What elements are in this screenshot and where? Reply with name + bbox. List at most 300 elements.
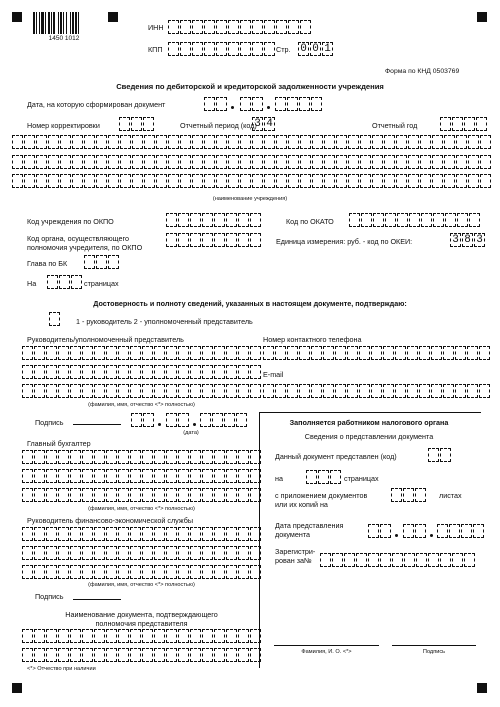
entry-cell[interactable] xyxy=(118,527,129,541)
entry-cell[interactable] xyxy=(216,135,227,149)
entry-cell[interactable] xyxy=(443,384,454,398)
entry-cell[interactable] xyxy=(120,174,131,188)
head-fio-row[interactable] xyxy=(22,365,262,379)
entry-cell[interactable] xyxy=(216,155,227,169)
entry-cell[interactable] xyxy=(332,553,343,567)
entry-cell[interactable] xyxy=(228,42,239,56)
entry-cell[interactable] xyxy=(202,469,213,483)
correction-field[interactable] xyxy=(119,117,155,131)
entry-cell[interactable] xyxy=(312,135,323,149)
entry-cell[interactable] xyxy=(24,155,35,169)
entry-cell[interactable] xyxy=(46,488,57,502)
entry-cell[interactable] xyxy=(190,365,201,379)
kpp-field[interactable] xyxy=(168,42,276,56)
entry-cell[interactable] xyxy=(419,346,430,360)
entry-cell[interactable] xyxy=(46,629,57,643)
entry-cell[interactable] xyxy=(82,384,93,398)
entry-cell[interactable] xyxy=(403,488,414,502)
entry-cell[interactable] xyxy=(433,213,444,227)
entry-cell[interactable] xyxy=(82,469,93,483)
entry-cell[interactable] xyxy=(238,488,249,502)
entry-cell[interactable] xyxy=(190,629,201,643)
entry-cell[interactable] xyxy=(428,448,439,462)
entry-cell[interactable] xyxy=(202,488,213,502)
entry-cell[interactable] xyxy=(47,275,58,289)
entry-cell[interactable] xyxy=(190,469,201,483)
period-field[interactable] xyxy=(252,117,276,131)
entry-cell[interactable] xyxy=(444,135,455,149)
entry-cell[interactable] xyxy=(226,233,237,247)
official-sign-line[interactable] xyxy=(392,645,476,646)
entry-cell[interactable] xyxy=(96,135,107,149)
entry-cell[interactable] xyxy=(166,233,177,247)
entry-cell[interactable] xyxy=(166,365,177,379)
entry-cell[interactable] xyxy=(178,546,189,560)
entry-cell[interactable] xyxy=(428,553,439,567)
entry-cell[interactable] xyxy=(361,213,372,227)
entry-cell[interactable] xyxy=(192,135,203,149)
tax-pages-field[interactable] xyxy=(306,470,342,484)
entry-cell[interactable] xyxy=(70,384,81,398)
chapter-field[interactable] xyxy=(84,255,120,269)
entry-cell[interactable] xyxy=(119,117,130,131)
entry-cell[interactable] xyxy=(49,312,60,326)
entry-cell[interactable] xyxy=(118,384,129,398)
entry-cell[interactable] xyxy=(166,413,177,427)
entry-cell[interactable] xyxy=(216,174,227,188)
entry-cell[interactable] xyxy=(250,213,261,227)
entry-cell[interactable] xyxy=(82,488,93,502)
entry-cell[interactable] xyxy=(22,565,33,579)
entry-cell[interactable] xyxy=(311,346,322,360)
entry-cell[interactable] xyxy=(46,365,57,379)
entry-cell[interactable] xyxy=(306,470,317,484)
entry-cell[interactable] xyxy=(409,213,420,227)
entry-cell[interactable] xyxy=(130,488,141,502)
entry-cell[interactable] xyxy=(118,450,129,464)
entry-cell[interactable] xyxy=(212,413,223,427)
entry-cell[interactable] xyxy=(250,365,261,379)
entry-cell[interactable] xyxy=(238,648,249,662)
entry-cell[interactable] xyxy=(420,174,431,188)
entry-cell[interactable] xyxy=(236,413,247,427)
entry-cell[interactable] xyxy=(479,346,490,360)
entry-cell[interactable] xyxy=(72,174,83,188)
entry-cell[interactable] xyxy=(276,174,287,188)
entry-cell[interactable] xyxy=(154,450,165,464)
entry-cell[interactable] xyxy=(480,155,491,169)
entry-cell[interactable] xyxy=(360,174,371,188)
entry-cell[interactable] xyxy=(180,155,191,169)
entry-cell[interactable] xyxy=(226,648,237,662)
entry-cell[interactable] xyxy=(178,346,189,360)
entry-cell[interactable] xyxy=(168,42,179,56)
entry-cell[interactable] xyxy=(240,42,251,56)
entry-cell[interactable] xyxy=(403,524,414,538)
entry-cell[interactable] xyxy=(359,384,370,398)
entry-cell[interactable] xyxy=(166,450,177,464)
entry-cell[interactable] xyxy=(36,155,47,169)
entry-cell[interactable] xyxy=(180,135,191,149)
entry-cell[interactable] xyxy=(202,565,213,579)
entry-cell[interactable] xyxy=(264,155,275,169)
entry-cell[interactable] xyxy=(359,346,370,360)
entry-cell[interactable] xyxy=(449,524,460,538)
entry-cell[interactable] xyxy=(383,384,394,398)
entry-cell[interactable] xyxy=(178,565,189,579)
entry-cell[interactable] xyxy=(238,346,249,360)
entry-cell[interactable] xyxy=(58,648,69,662)
entry-cell[interactable] xyxy=(214,384,225,398)
okato-field[interactable] xyxy=(349,213,481,227)
entry-cell[interactable] xyxy=(72,135,83,149)
entry-cell[interactable] xyxy=(455,384,466,398)
entry-cell[interactable] xyxy=(452,117,463,131)
entry-cell[interactable] xyxy=(58,565,69,579)
entry-cell[interactable] xyxy=(130,450,141,464)
entry-cell[interactable] xyxy=(180,42,191,56)
entry-cell[interactable] xyxy=(360,155,371,169)
entry-cell[interactable] xyxy=(154,527,165,541)
entry-cell[interactable] xyxy=(34,384,45,398)
phone-field[interactable] xyxy=(263,346,491,360)
entry-cell[interactable] xyxy=(228,135,239,149)
entry-cell[interactable] xyxy=(311,97,322,111)
entry-cell[interactable] xyxy=(250,233,261,247)
entry-cell[interactable] xyxy=(456,135,467,149)
entry-cell[interactable] xyxy=(443,346,454,360)
entry-cell[interactable] xyxy=(462,233,473,247)
entry-cell[interactable] xyxy=(480,174,491,188)
entry-cell[interactable] xyxy=(154,648,165,662)
entry-cell[interactable] xyxy=(154,469,165,483)
entry-cell[interactable] xyxy=(416,553,427,567)
entry-cell[interactable] xyxy=(108,155,119,169)
entry-cell[interactable] xyxy=(46,346,57,360)
entry-cell[interactable] xyxy=(22,648,33,662)
okei-field[interactable] xyxy=(450,233,486,247)
entry-cell[interactable] xyxy=(106,488,117,502)
entry-cell[interactable] xyxy=(156,135,167,149)
entry-cell[interactable] xyxy=(142,384,153,398)
entry-cell[interactable] xyxy=(190,450,201,464)
entry-cell[interactable] xyxy=(336,174,347,188)
entry-cell[interactable] xyxy=(168,135,179,149)
entry-cell[interactable] xyxy=(34,546,45,560)
entry-cell[interactable] xyxy=(94,488,105,502)
entry-cell[interactable] xyxy=(94,648,105,662)
entry-cell[interactable] xyxy=(287,384,298,398)
entry-cell[interactable] xyxy=(396,174,407,188)
entry-cell[interactable] xyxy=(82,629,93,643)
entry-cell[interactable] xyxy=(264,20,275,34)
entry-cell[interactable] xyxy=(131,117,142,131)
entry-cell[interactable] xyxy=(108,255,119,269)
entry-cell[interactable] xyxy=(178,365,189,379)
entry-cell[interactable] xyxy=(144,135,155,149)
reg-number-field[interactable] xyxy=(320,553,476,567)
entry-cell[interactable] xyxy=(178,527,189,541)
entry-cell[interactable] xyxy=(276,20,287,34)
entry-cell[interactable] xyxy=(106,527,117,541)
entry-cell[interactable] xyxy=(468,155,479,169)
entry-cell[interactable] xyxy=(324,155,335,169)
entry-cell[interactable] xyxy=(178,233,189,247)
entry-cell[interactable] xyxy=(372,135,383,149)
entry-cell[interactable] xyxy=(96,174,107,188)
entry-cell[interactable] xyxy=(216,20,227,34)
entry-cell[interactable] xyxy=(142,527,153,541)
entry-cell[interactable] xyxy=(440,117,451,131)
entry-cell[interactable] xyxy=(84,155,95,169)
entry-cell[interactable] xyxy=(130,469,141,483)
submit-date-month[interactable] xyxy=(403,524,427,538)
entry-cell[interactable] xyxy=(264,42,275,56)
entry-cell[interactable] xyxy=(46,384,57,398)
entry-cell[interactable] xyxy=(450,233,461,247)
entry-cell[interactable] xyxy=(202,346,213,360)
entry-cell[interactable] xyxy=(166,546,177,560)
entry-cell[interactable] xyxy=(228,155,239,169)
entry-cell[interactable] xyxy=(106,546,117,560)
entry-cell[interactable] xyxy=(156,155,167,169)
entry-cell[interactable] xyxy=(228,174,239,188)
entry-cell[interactable] xyxy=(60,135,71,149)
entry-cell[interactable] xyxy=(214,213,225,227)
entry-cell[interactable] xyxy=(58,469,69,483)
entry-cell[interactable] xyxy=(22,346,33,360)
entry-cell[interactable] xyxy=(71,275,82,289)
entry-cell[interactable] xyxy=(168,20,179,34)
entry-cell[interactable] xyxy=(106,346,117,360)
entry-cell[interactable] xyxy=(323,346,334,360)
entry-cell[interactable] xyxy=(288,135,299,149)
entry-cell[interactable] xyxy=(452,553,463,567)
entry-cell[interactable] xyxy=(94,629,105,643)
entry-cell[interactable] xyxy=(106,469,117,483)
entry-cell[interactable] xyxy=(180,20,191,34)
entry-cell[interactable] xyxy=(264,174,275,188)
entry-cell[interactable] xyxy=(385,213,396,227)
entry-cell[interactable] xyxy=(24,135,35,149)
entry-cell[interactable] xyxy=(200,413,211,427)
entry-cell[interactable] xyxy=(34,346,45,360)
entry-cell[interactable] xyxy=(474,233,485,247)
entry-cell[interactable] xyxy=(263,346,274,360)
entry-cell[interactable] xyxy=(130,546,141,560)
entry-cell[interactable] xyxy=(300,20,311,34)
entry-cell[interactable] xyxy=(142,648,153,662)
entry-cell[interactable] xyxy=(214,648,225,662)
entry-cell[interactable] xyxy=(468,135,479,149)
entry-cell[interactable] xyxy=(250,346,261,360)
entry-cell[interactable] xyxy=(404,553,415,567)
entry-cell[interactable] xyxy=(82,450,93,464)
entry-cell[interactable] xyxy=(214,629,225,643)
entry-cell[interactable] xyxy=(154,629,165,643)
entry-cell[interactable] xyxy=(299,97,310,111)
entry-cell[interactable] xyxy=(445,213,456,227)
entry-cell[interactable] xyxy=(240,20,251,34)
entry-cell[interactable] xyxy=(24,174,35,188)
entry-cell[interactable] xyxy=(226,629,237,643)
entry-cell[interactable] xyxy=(250,384,261,398)
entry-cell[interactable] xyxy=(82,527,93,541)
entry-cell[interactable] xyxy=(214,488,225,502)
entry-cell[interactable] xyxy=(226,527,237,541)
entry-cell[interactable] xyxy=(96,155,107,169)
entry-cell[interactable] xyxy=(252,174,263,188)
entry-cell[interactable] xyxy=(264,117,275,131)
entry-cell[interactable] xyxy=(166,346,177,360)
entry-cell[interactable] xyxy=(300,135,311,149)
entry-cell[interactable] xyxy=(142,365,153,379)
entry-cell[interactable] xyxy=(48,155,59,169)
entry-cell[interactable] xyxy=(168,174,179,188)
entry-cell[interactable] xyxy=(94,527,105,541)
entry-cell[interactable] xyxy=(82,546,93,560)
entry-cell[interactable] xyxy=(467,346,478,360)
entry-cell[interactable] xyxy=(324,174,335,188)
entry-cell[interactable] xyxy=(440,553,451,567)
entry-cell[interactable] xyxy=(348,135,359,149)
entry-cell[interactable] xyxy=(461,524,472,538)
entry-cell[interactable] xyxy=(178,488,189,502)
entry-cell[interactable] xyxy=(395,384,406,398)
entry-cell[interactable] xyxy=(263,384,274,398)
entry-cell[interactable] xyxy=(299,346,310,360)
entry-cell[interactable] xyxy=(190,213,201,227)
entry-cell[interactable] xyxy=(178,629,189,643)
entry-cell[interactable] xyxy=(46,648,57,662)
entry-cell[interactable] xyxy=(192,155,203,169)
entry-cell[interactable] xyxy=(60,155,71,169)
entry-cell[interactable] xyxy=(464,553,475,567)
entry-cell[interactable] xyxy=(142,469,153,483)
sign-date-year[interactable] xyxy=(200,413,248,427)
entry-cell[interactable] xyxy=(226,384,237,398)
entry-cell[interactable] xyxy=(392,553,403,567)
org-name-row[interactable] xyxy=(12,135,492,149)
entry-cell[interactable] xyxy=(347,346,358,360)
email-field[interactable] xyxy=(263,384,491,398)
entry-cell[interactable] xyxy=(84,174,95,188)
entry-cell[interactable] xyxy=(190,546,201,560)
entry-cell[interactable] xyxy=(320,553,331,567)
entry-cell[interactable] xyxy=(214,546,225,560)
entry-cell[interactable] xyxy=(22,527,33,541)
entry-cell[interactable] xyxy=(58,450,69,464)
entry-cell[interactable] xyxy=(118,469,129,483)
entry-cell[interactable] xyxy=(214,365,225,379)
entry-cell[interactable] xyxy=(46,565,57,579)
entry-cell[interactable] xyxy=(202,629,213,643)
entry-cell[interactable] xyxy=(12,174,23,188)
entry-cell[interactable] xyxy=(142,629,153,643)
entry-cell[interactable] xyxy=(142,488,153,502)
entry-cell[interactable] xyxy=(300,155,311,169)
entry-cell[interactable] xyxy=(455,346,466,360)
entry-cell[interactable] xyxy=(214,450,225,464)
entry-cell[interactable] xyxy=(456,174,467,188)
entry-cell[interactable] xyxy=(22,488,33,502)
entry-cell[interactable] xyxy=(166,384,177,398)
entry-cell[interactable] xyxy=(226,450,237,464)
entry-cell[interactable] xyxy=(34,527,45,541)
entry-cell[interactable] xyxy=(130,365,141,379)
entry-cell[interactable] xyxy=(94,565,105,579)
entry-cell[interactable] xyxy=(166,488,177,502)
entry-cell[interactable] xyxy=(226,565,237,579)
entry-cell[interactable] xyxy=(238,629,249,643)
entry-cell[interactable] xyxy=(178,213,189,227)
entry-cell[interactable] xyxy=(58,365,69,379)
entry-cell[interactable] xyxy=(178,469,189,483)
entry-cell[interactable] xyxy=(204,42,215,56)
entry-cell[interactable] xyxy=(456,155,467,169)
entry-cell[interactable] xyxy=(106,450,117,464)
entry-cell[interactable] xyxy=(264,135,275,149)
entry-cell[interactable] xyxy=(238,450,249,464)
entry-cell[interactable] xyxy=(298,42,309,56)
entry-cell[interactable] xyxy=(323,384,334,398)
entry-cell[interactable] xyxy=(324,135,335,149)
entry-cell[interactable] xyxy=(312,174,323,188)
entry-cell[interactable] xyxy=(348,155,359,169)
entry-cell[interactable] xyxy=(330,470,341,484)
entry-cell[interactable] xyxy=(82,346,93,360)
entry-cell[interactable] xyxy=(142,565,153,579)
entry-cell[interactable] xyxy=(214,527,225,541)
entry-cell[interactable] xyxy=(431,346,442,360)
entry-cell[interactable] xyxy=(432,174,443,188)
attach-field[interactable] xyxy=(391,488,427,502)
org-name-row[interactable] xyxy=(12,174,492,188)
entry-cell[interactable] xyxy=(46,527,57,541)
entry-cell[interactable] xyxy=(335,346,346,360)
entry-cell[interactable] xyxy=(166,527,177,541)
entry-cell[interactable] xyxy=(380,553,391,567)
entry-cell[interactable] xyxy=(46,469,57,483)
entry-cell[interactable] xyxy=(240,155,251,169)
entry-cell[interactable] xyxy=(349,213,360,227)
entry-cell[interactable] xyxy=(166,629,177,643)
entry-cell[interactable] xyxy=(371,384,382,398)
entry-cell[interactable] xyxy=(70,469,81,483)
entry-cell[interactable] xyxy=(368,553,379,567)
entry-cell[interactable] xyxy=(34,450,45,464)
entry-cell[interactable] xyxy=(60,174,71,188)
entry-cell[interactable] xyxy=(336,135,347,149)
entry-cell[interactable] xyxy=(130,648,141,662)
entry-cell[interactable] xyxy=(204,174,215,188)
entry-cell[interactable] xyxy=(214,233,225,247)
entry-cell[interactable] xyxy=(130,346,141,360)
entry-cell[interactable] xyxy=(202,527,213,541)
finance-fio-row[interactable] xyxy=(22,546,262,560)
entry-cell[interactable] xyxy=(22,629,33,643)
entry-cell[interactable] xyxy=(34,648,45,662)
finance-fio-row[interactable] xyxy=(22,527,262,541)
entry-cell[interactable] xyxy=(383,346,394,360)
entry-cell[interactable] xyxy=(70,629,81,643)
entry-cell[interactable] xyxy=(372,174,383,188)
entry-cell[interactable] xyxy=(240,174,251,188)
entry-cell[interactable] xyxy=(144,174,155,188)
signature-line[interactable] xyxy=(73,424,121,425)
entry-cell[interactable] xyxy=(132,135,143,149)
sign-date-day[interactable] xyxy=(131,413,155,427)
